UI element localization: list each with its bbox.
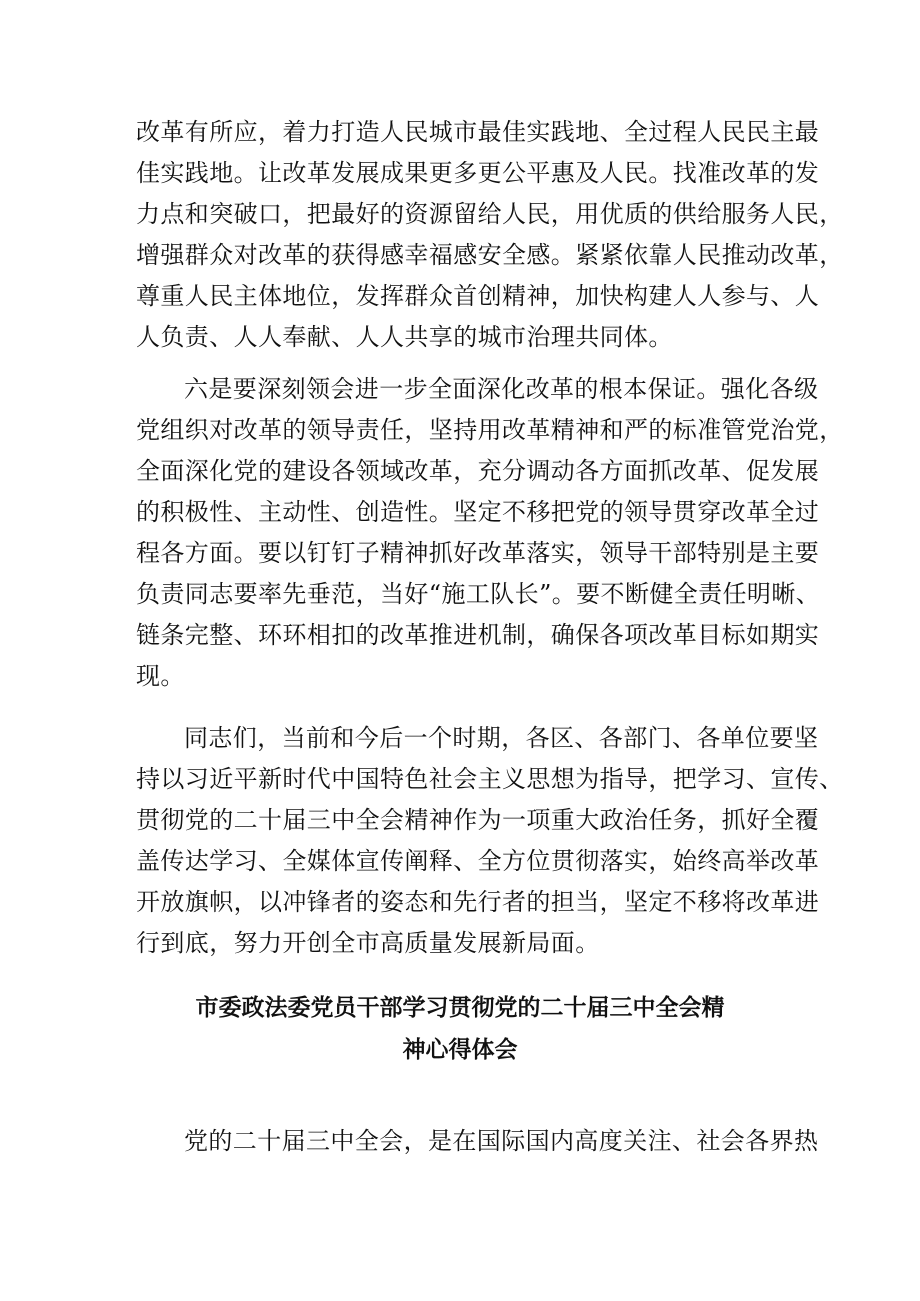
- paragraph-line: 改革有所应，着力打造人民城市最佳实践地、全过程人民民主最: [136, 118, 820, 146]
- section-title-continued: 神心得体会: [402, 1037, 518, 1063]
- paragraph-line: 增强群众对改革的获得感幸福感安全感。紧紧依靠人民推动改革，: [136, 241, 844, 269]
- section-title: 市委政法委党员干部学习贯彻党的二十届三中全会精: [195, 995, 725, 1021]
- paragraph-line: 尊重人民主体地位，发挥群众首创精神，加快构建人人参与、人: [136, 282, 820, 310]
- paragraph-line: 行到底，努力开创全市高质量发展新局面。: [136, 929, 600, 957]
- paragraph-line: 党的二十届三中全会，是在国际国内高度关注、社会各界热: [184, 1127, 819, 1155]
- paragraph-line: 人负责、人人奉献、人人共享的城市治理共同体。: [136, 323, 673, 351]
- paragraph-line: 力点和突破口，把最好的资源留给人民，用优质的供给服务人民，: [136, 200, 844, 228]
- paragraph-line: 同志们，当前和今后一个时期，各区、各部门、各单位要坚: [184, 724, 819, 752]
- paragraph-line: 贯彻党的二十届三中全会精神作为一项重大政治任务，抓好全覆: [136, 806, 820, 834]
- paragraph-line: 现。: [136, 662, 185, 690]
- paragraph-line: 党组织对改革的领导责任，坚持用改革精神和严的标准管党治党，: [136, 416, 844, 444]
- paragraph-line: 负责同志要率先垂范，当好“施工队长”。要不断健全责任明晰、: [136, 580, 821, 608]
- paragraph-line: 的积极性、主动性、创造性。坚定不移把党的领导贯穿改革全过: [136, 498, 820, 526]
- paragraph-line: 程各方面。要以钉钉子精神抓好改革落实，领导干部特别是主要: [136, 539, 820, 567]
- paragraph-line: 盖传达学习、全媒体宣传阐释、全方位贯彻落实，始终高举改革: [136, 847, 820, 875]
- paragraph-line: 六是要深刻领会进一步全面深化改革的根本保证。强化各级: [184, 375, 819, 403]
- paragraph-line: 全面深化党的建设各领域改革，充分调动各方面抓改革、促发展: [136, 457, 820, 485]
- paragraph-line: 开放旗帜，以冲锋者的姿态和先行者的担当，坚定不移将改革进: [136, 888, 820, 916]
- paragraph-line: 持以习近平新时代中国特色社会主义思想为指导，把学习、宣传、: [136, 765, 844, 793]
- paragraph-line: 佳实践地。让改革发展成果更多更公平惠及人民。找准改革的发: [136, 159, 820, 187]
- paragraph-line: 链条完整、环环相扣的改革推进机制，确保各项改革目标如期实: [136, 621, 820, 649]
